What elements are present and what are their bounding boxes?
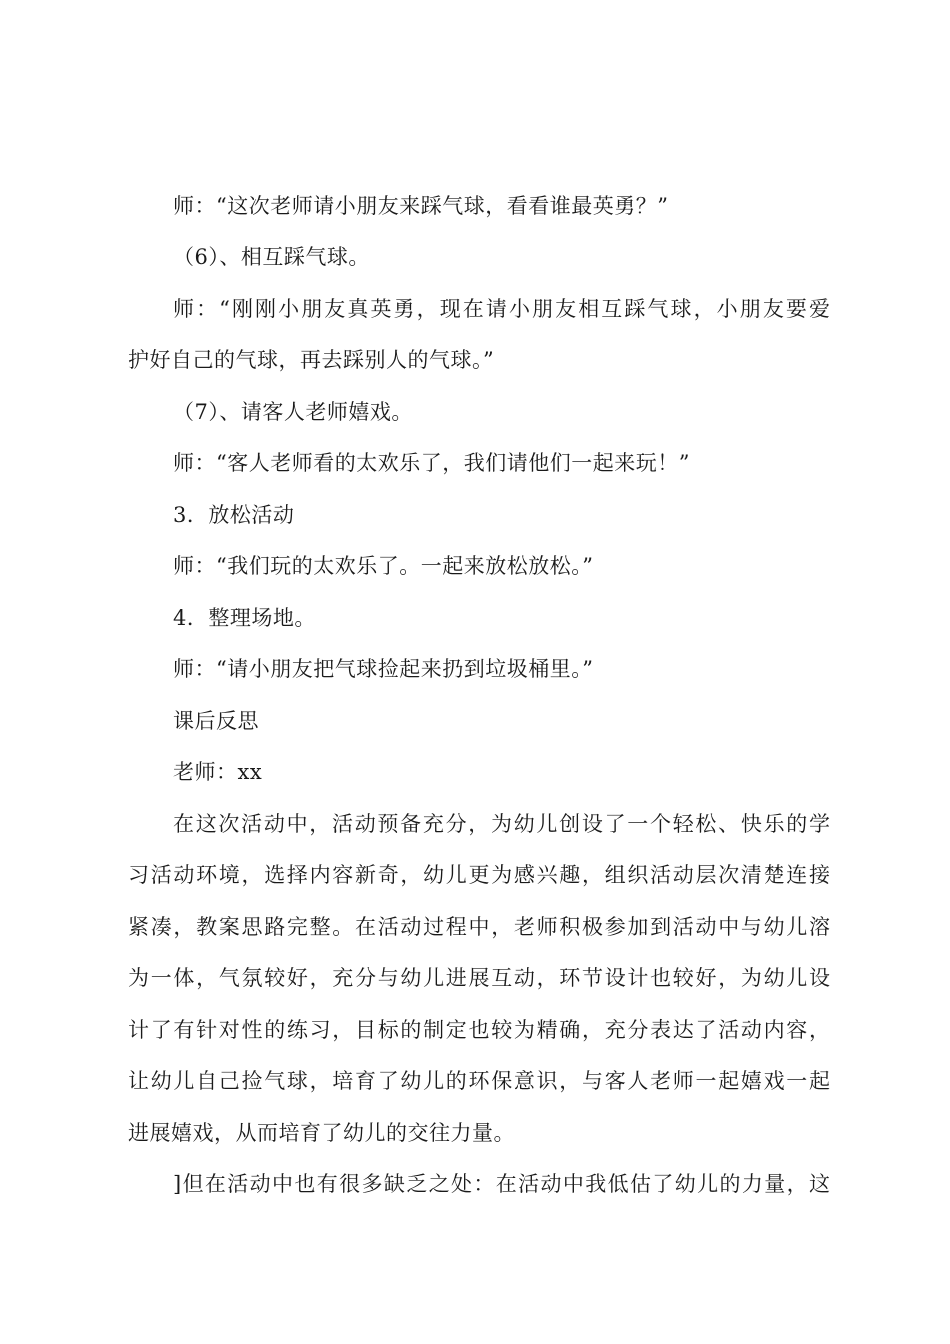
paragraph-line: 让幼儿自己捡气球，培育了幼儿的环保意识，与客人老师一起嬉戏一起 — [128, 1069, 830, 1093]
step-heading: （6）、相互踩气球。 — [173, 245, 370, 269]
section-heading: 4．整理场地。 — [173, 606, 316, 630]
reflection-heading: 课后反思 — [173, 709, 259, 733]
dialogue-line-continued: 护好自己的气球，再去踩别人的气球。” — [128, 348, 495, 372]
dialogue-line: 师：“我们玩的太欢乐了。一起来放松放松。” — [173, 554, 594, 578]
step-heading: （7）、请客人老师嬉戏。 — [173, 400, 413, 424]
paragraph-line: 为一体，气氛较好，充分与幼儿进展互动，环节设计也较好，为幼儿设 — [128, 966, 830, 990]
dialogue-line: 师：“请小朋友把气球捡起来扔到垃圾桶里。” — [173, 657, 594, 681]
section-heading: 3．放松活动 — [173, 503, 295, 527]
dialogue-line: 师：“客人老师看的太欢乐了，我们请他们一起来玩！” — [173, 451, 690, 475]
paragraph-line: ]但在活动中也有很多缺乏之处：在活动中我低估了幼儿的力量，这 — [173, 1172, 830, 1196]
dialogue-line: 师：“刚刚小朋友真英勇，现在请小朋友相互踩气球，小朋友要爱 — [173, 297, 830, 321]
dialogue-line: 师：“这次老师请小朋友来踩气球，看看谁最英勇？” — [173, 194, 669, 218]
teacher-name: 老师：xx — [173, 760, 263, 784]
paragraph-line: 紧凑，教案思路完整。在活动过程中，老师积极参加到活动中与幼儿溶 — [128, 915, 830, 939]
paragraph-line: 在这次活动中，活动预备充分，为幼儿创设了一个轻松、快乐的学 — [173, 812, 830, 836]
paragraph-line: 进展嬉戏，从而培育了幼儿的交往力量。 — [128, 1121, 515, 1145]
paragraph-line: 习活动环境，选择内容新奇，幼儿更为感兴趣，组织活动层次清楚连接 — [128, 863, 830, 887]
paragraph-line: 计了有针对性的练习，目标的制定也较为精确，充分表达了活动内容， — [128, 1018, 830, 1042]
